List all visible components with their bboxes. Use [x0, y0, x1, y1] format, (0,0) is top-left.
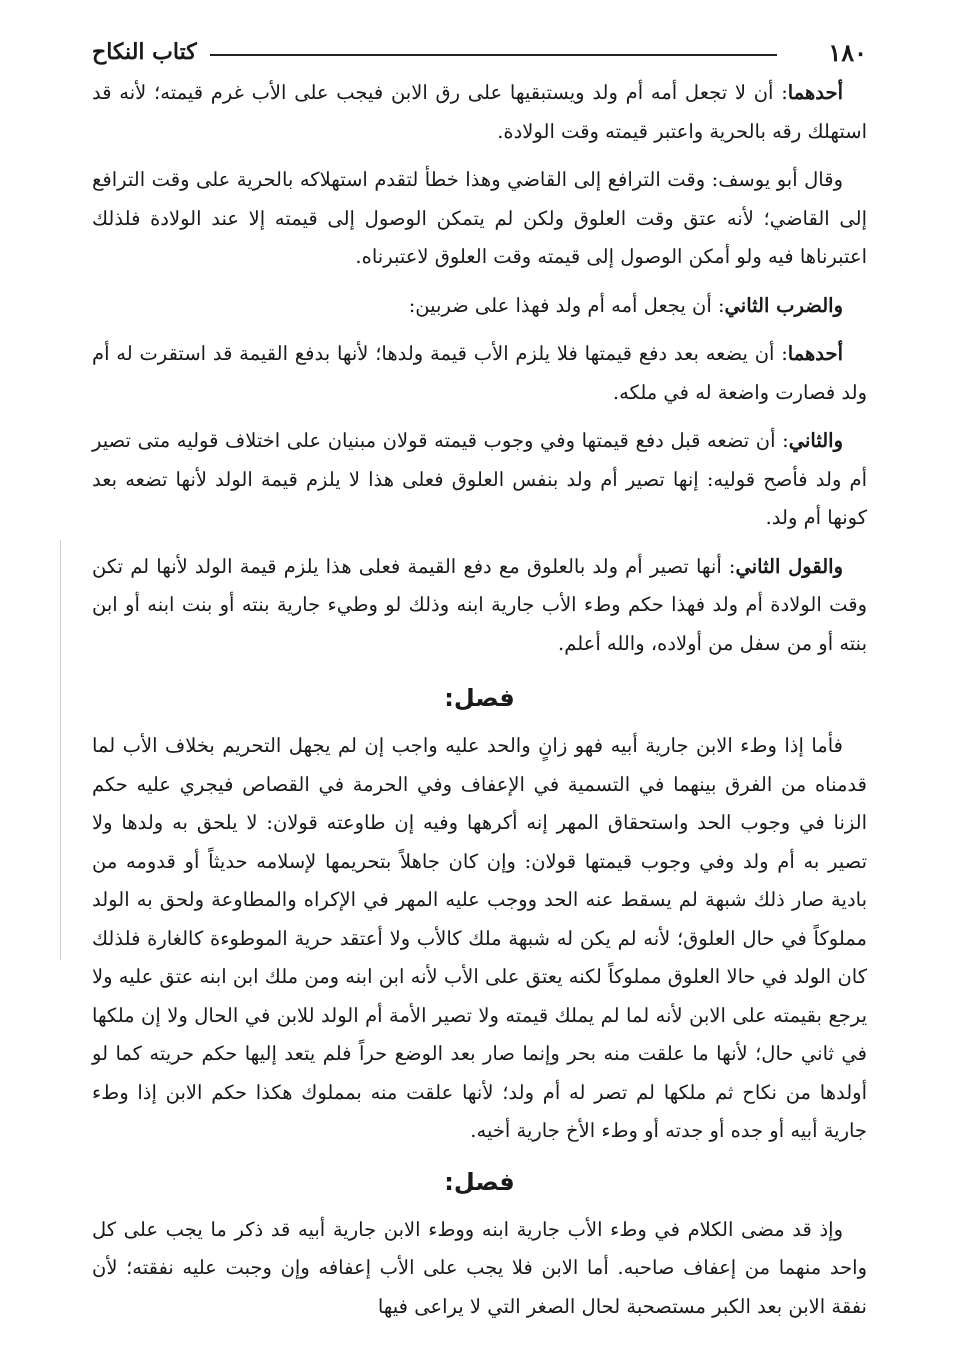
paragraph-lead: والقول الثاني [735, 554, 843, 578]
paragraph-text: وقال أبو يوسف: وقت الترافع إلى القاضي وهذا خطأ لتقدم استهلاكه بالحرية على وقت الترافع إلى القاضي؛ لأنه عتق وقت العلوق ولكن لم يتمكن الوصول إلى قيمته إلا عند الولادة فلذلك اعتبرناها فيه ولو أمكن الوصول إلى قيمته وقت العلوق لاعتبرناه. [92, 168, 867, 268]
paragraph-lead: أحدهما [787, 81, 843, 104]
paragraph-text: : أن يجعل أمه أم ولد فهذا على ضربين: [408, 293, 725, 317]
section-paragraph: وإذ قد مضى الكلام في وطء الأب جارية ابنه ووطء الابن جارية أبيه قد ذكر ما يجب على كل واحد منهما من إعفاف صاحبه. أما الابن فلا يجب على الأب إعفافه وإن وجبت عليه نفقته؛ لأن نفقة الابن بعد الكبر مستصحبة لحال الصغر التي لا يراعى فيها [92, 1217, 867, 1318]
section-heading: فصل: [444, 684, 515, 712]
paragraph-lead: والثاني [788, 429, 843, 452]
scan-margin-line [60, 540, 61, 960]
book-page [92, 30, 867, 1350]
paragraph-lead: أحدهما [787, 342, 843, 365]
page-number: ١٨٠ [828, 37, 867, 67]
header-rule [210, 54, 777, 56]
body-text [92, 74, 867, 1326]
paragraph [92, 422, 867, 538]
paragraph-text: : أنها تصير أم ولد بالعلوق مع دفع القيمة فعلى هذا يلزم قيمة الولد لأنها لم تكن وقت الولادة أم ولد فهذا حكم وطء الأب جارية ابنه وذلك لو وطيء جارية بنته أو بنت ابنه أو ابن بنته أو من سفل من أولاده، والله أعلم. [92, 554, 867, 655]
paragraph-lead: والضرب الثاني [724, 293, 843, 317]
page-header [92, 30, 867, 74]
paragraph [92, 161, 867, 277]
paragraph [92, 287, 867, 326]
paragraph [92, 335, 867, 412]
section-heading: فصل: [444, 1167, 515, 1196]
paragraph [92, 548, 867, 664]
paragraph [92, 74, 867, 151]
paragraph-text: : أن تضعه قبل دفع قيمتها وفي وجوب قيمته قولان مبنيان على اختلاف قوليه متى تصير أم ولد فأصح قوليه: إنها تصير أم ولد بنفس العلوق فعلى هذا لا يلزم قيمة الولد لأنها تضعه بعد كونها أم ولد. [92, 429, 867, 529]
section-paragraph: فأما إذا وطء الابن جارية أبيه فهو زانٍ والحد عليه واجب إن لم يجهل التحريم بخلاف الأب لما قدمناه من الفرق بينهما في التسمية في الإعفاف وفي الحرمة في القصاص فيجري عليه حكم الزنا في وجوب الحد واستحقاق المهر إنه أكرهها وفيه إن طاوعته قولان: لا يلحق به ولدها ولا تصير به أم ولد وفي وجوب قيمتها قولان: وإن كان جاهلاً بتحريمها لإسلامه حديثاً أو قدومه من بادية صار ذلك شبهة لم يسقط عنه الحد ووجب عليه المهر في الإكراه والمطاوعة ولحق به الولد مملوكاً في حال العلوق؛ لأنه لم يكن له شبهة ملك كالأب ولا أعتقد حرية الموطوءة كالغارة فلذلك كان الولد في حالا العلوق مملوكاً لكنه يعتق على الأب لأنه ابن ابنه ومن ملك ابن ابنه عتق عليه ولا يرجع بقيمته على الابن لأنه لما لم يملك قيمته ولا تصير الأمة أم الولد للابن في الحال ولا إن ملكها في ثاني حال؛ لأنها ما علقت منه بحر وإنما صار بعد الوضع حراً فلم يتعد إليها حكم حريته كما لو أولدها من نكاح ثم ملكها لم تصر له أم ولد؛ لأنها علقت منه بمملوك هكذا حكم الابن إذا وطء جارية أبيه أو جده أو جدته أو وطء الأخ جارية أخيه. [92, 734, 867, 1142]
book-title: كتاب النكاح [92, 39, 197, 65]
paragraph-text: : أن يضعه بعد دفع قيمتها فلا يلزم الأب قيمة ولدها؛ لأنها بدفع القيمة قد استقرت له أم ولد فصارت واضعة له في ملكه. [92, 342, 867, 404]
paragraph-text: : أن لا تجعل أمه أم ولد ويستبقيها على رق الابن فيجب على الأب غرم قيمته؛ لأنه قد استهلك رقه بالحرية واعتبر قيمته وقت الولادة. [92, 81, 867, 143]
